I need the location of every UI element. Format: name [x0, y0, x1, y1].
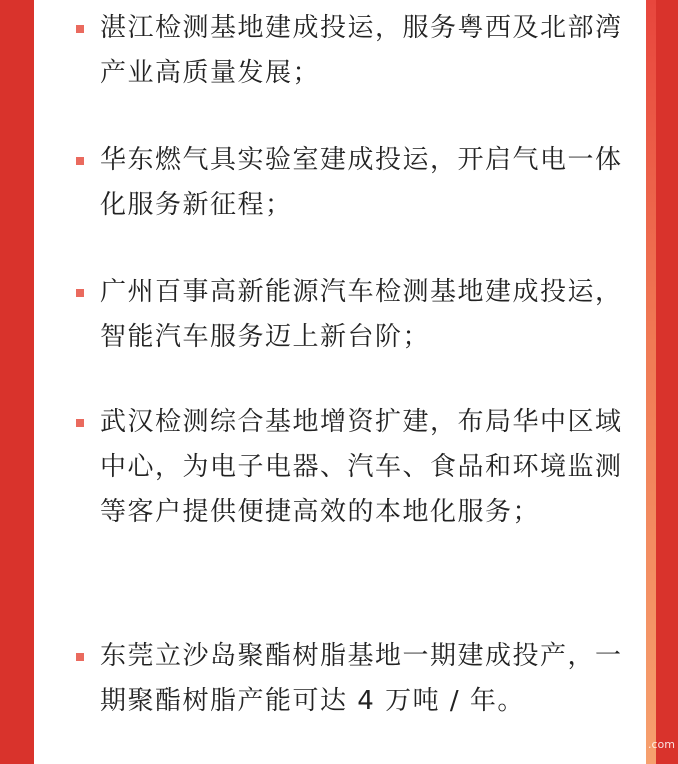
bullet-icon: [76, 653, 84, 661]
content-panel: [34, 0, 646, 764]
list-item-text: 东莞立沙岛聚酯树脂基地一期建成投产，一期聚酯树脂产能可达 4 万吨 / 年。: [100, 641, 623, 716]
list-item-text: 武汉检测综合基地增资扩建，布局华中区域中心，为电子电器、汽车、食品和环境监测等客户提供便捷高效的本地化服务；: [100, 407, 623, 527]
list-item-text: 湛江检测基地建成投运，服务粤西及北部湾产业高质量发展；: [100, 13, 623, 88]
bullet-icon: [76, 289, 84, 297]
right-gradient-border: [646, 0, 656, 764]
bullet-icon: [76, 25, 84, 33]
list-item-text: 华东燃气具实验室建成投运，开启气电一体化服务新征程；: [100, 145, 623, 220]
bullet-icon: [76, 157, 84, 165]
right-red-border: [656, 0, 678, 764]
list-item-text: 广州百事高新能源汽车检测基地建成投运，智能汽车服务迈上新台阶；: [100, 277, 623, 352]
watermark: .com: [648, 738, 675, 751]
bullet-icon: [76, 419, 84, 427]
left-red-border: [0, 0, 34, 764]
